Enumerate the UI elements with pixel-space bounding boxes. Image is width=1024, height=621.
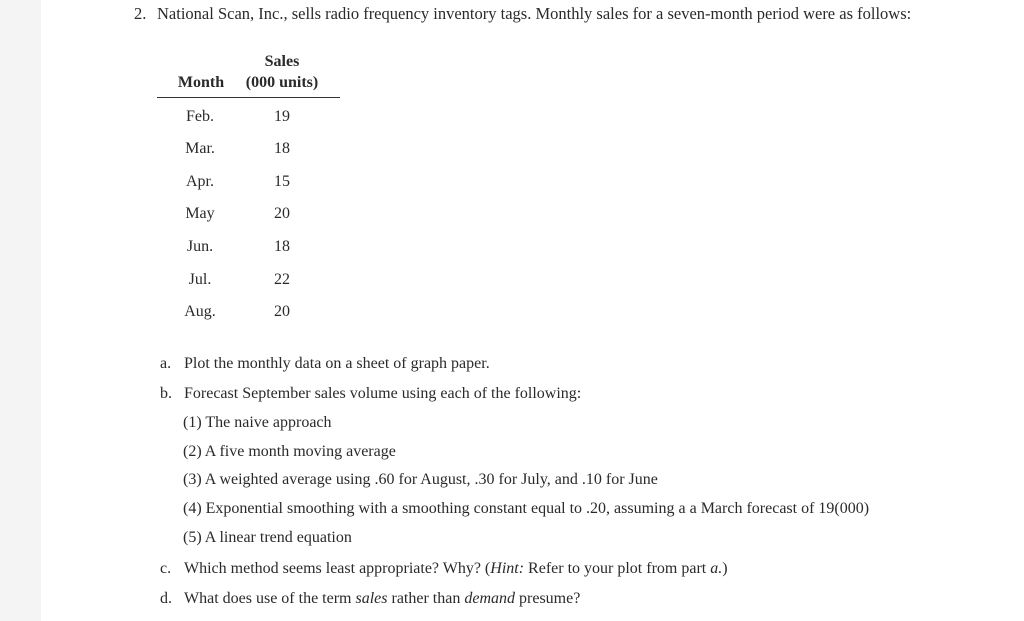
question-b-item: (4) Exponential smoothing with a smoothing constant equal to .20, assuming a a March forecast of 19(000) [183, 500, 870, 517]
table-header-rule [157, 97, 340, 98]
question-b-item: (5) A linear trend equation [183, 529, 352, 546]
table-row [157, 205, 340, 227]
question-label: d. [160, 590, 172, 607]
question-text-part: rather than [387, 590, 465, 607]
part-reference: a. [710, 560, 723, 577]
table-cell-month: Jun. [186, 238, 214, 255]
table-cell-month: Mar. [185, 140, 215, 157]
question-text [184, 590, 580, 608]
question-b-item: (3) A weighted average using .60 for August, .30 for July, and .10 for June [183, 471, 658, 488]
table-header-sales: Sales [264, 53, 300, 70]
problem-text: National Scan, Inc., sells radio frequency inventory tags. Monthly sales for a seven-month period were as follows: [157, 4, 912, 23]
table-row [157, 173, 340, 195]
table-cell-sales: 20 [274, 205, 290, 222]
question-text [184, 560, 728, 578]
table-cell-month: May [185, 205, 215, 222]
table-row [157, 303, 340, 325]
question-text-part: Refer to your plot from part [524, 560, 711, 577]
table-cell-sales: 18 [274, 238, 290, 255]
table-row [157, 140, 340, 162]
table-header-month: Month [177, 74, 225, 91]
table-cell-month: Aug. [184, 303, 216, 320]
table-cell-sales: 18 [274, 140, 290, 157]
question-b-item: (1) The naive approach [183, 414, 332, 431]
table-cell-sales: 20 [274, 303, 290, 320]
table-cell-month: Apr. [186, 173, 214, 190]
question-label: c. [160, 560, 172, 577]
question-text-part: What does use of the term [184, 590, 356, 607]
question-text: Forecast September sales volume using each of the following: [184, 385, 582, 402]
table-row [157, 271, 340, 293]
table-cell-month: Jul. [188, 271, 212, 288]
table-header-units: (000 units) [245, 74, 319, 91]
table-row [157, 238, 340, 260]
question-b-item: (2) A five month moving average [183, 443, 396, 460]
table-cell-sales: 19 [274, 108, 290, 125]
problem-statement [134, 4, 911, 24]
question-text-part: ) [722, 560, 728, 577]
table-row [157, 108, 340, 130]
table-cell-month: Feb. [186, 108, 214, 125]
question-label: b. [160, 385, 172, 402]
problem-number: 2. [134, 4, 147, 23]
hint-label: Hint: [490, 560, 525, 577]
question-text: Plot the monthly data on a sheet of graph paper. [184, 355, 490, 372]
term-sales: sales [355, 590, 388, 607]
table-cell-sales: 15 [274, 173, 290, 190]
term-demand: demand [464, 590, 516, 607]
question-label: a. [160, 355, 172, 372]
question-text-part: presume? [515, 590, 581, 607]
left-gutter [0, 0, 41, 621]
question-text-part: Which method seems least appropriate? Why? ( [184, 560, 491, 577]
table-cell-sales: 22 [274, 271, 290, 288]
